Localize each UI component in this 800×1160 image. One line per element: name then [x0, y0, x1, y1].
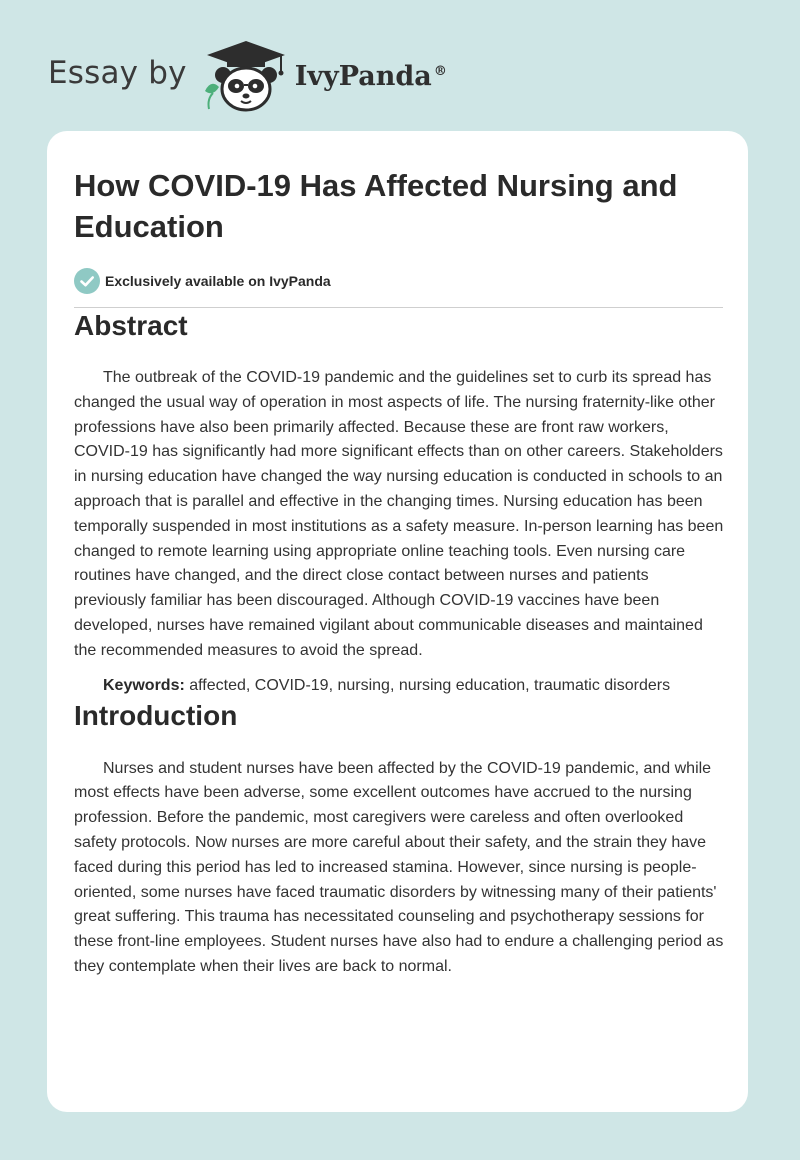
brand-prefix: Essay by	[48, 55, 187, 91]
panda-logo-icon	[201, 39, 291, 113]
keywords-label: Keywords:	[103, 676, 185, 694]
essay-content	[74, 165, 724, 980]
introduction-heading: Introduction	[74, 699, 238, 731]
keywords-line	[74, 674, 724, 698]
check-circle-icon	[74, 268, 100, 294]
introduction-paragraph: Nurses and student nurses have been affected by the COVID-19 pandemic, and while most effects have been adverse, some excellent outcomes have accrued to the nursing profession. Before the pandemic, most caregivers were careless and often overlooked safety protocols. Now nurses are more careful about their safety, and the strain they have faced during this period has led to increased stamina. However, since nursing is people-oriented, some nurses have faced traumatic disorders by witnessing many of their patients' great suffering. This trauma has necessitated counseling and psychotherapy sessions for these front-line employees. Student nurses have also had to endure a challenging period as they contemplate when their lives are back to normal.	[74, 759, 724, 975]
keywords-list: affected, COVID-19, nursing, nursing education, traumatic disorders	[189, 676, 671, 694]
essay-card	[47, 131, 748, 1112]
exclusive-badge	[74, 267, 724, 295]
abstract-paragraph: The outbreak of the COVID-19 pandemic and the guidelines set to curb its spread has changed the usual way of operation in most aspects of life. The nursing fraternity-like other professions have also been primarily affected. Because these are front raw workers, COVID-19 has significantly had more significant effects than on other careers. Stakeholders in nursing education have changed the way nursing education is conducted in schools to an approach that is parallel and effective in the changing times. Nursing education has been temporally suspended in most institutions as a safety measure. In-person learning has been changed to remote learning using appropriate online teaching tools. Even nursing care routines have changed, and the direct close contact between nurses and patients previously familiar has been discouraged. Although COVID-19 vaccines have been developed, nurses have remained vigilant about communicable diseases and maintained the recommended measures to avoid the spread.	[74, 369, 724, 659]
abstract-heading: Abstract	[74, 310, 188, 341]
badge-text: Exclusively available on IvyPanda	[105, 273, 331, 289]
brand-name: IvyPanda ®	[294, 60, 447, 92]
page-title: How COVID-19 Has Affected Nursing and Education	[74, 168, 678, 244]
site-header-brand[interactable]	[48, 36, 447, 116]
